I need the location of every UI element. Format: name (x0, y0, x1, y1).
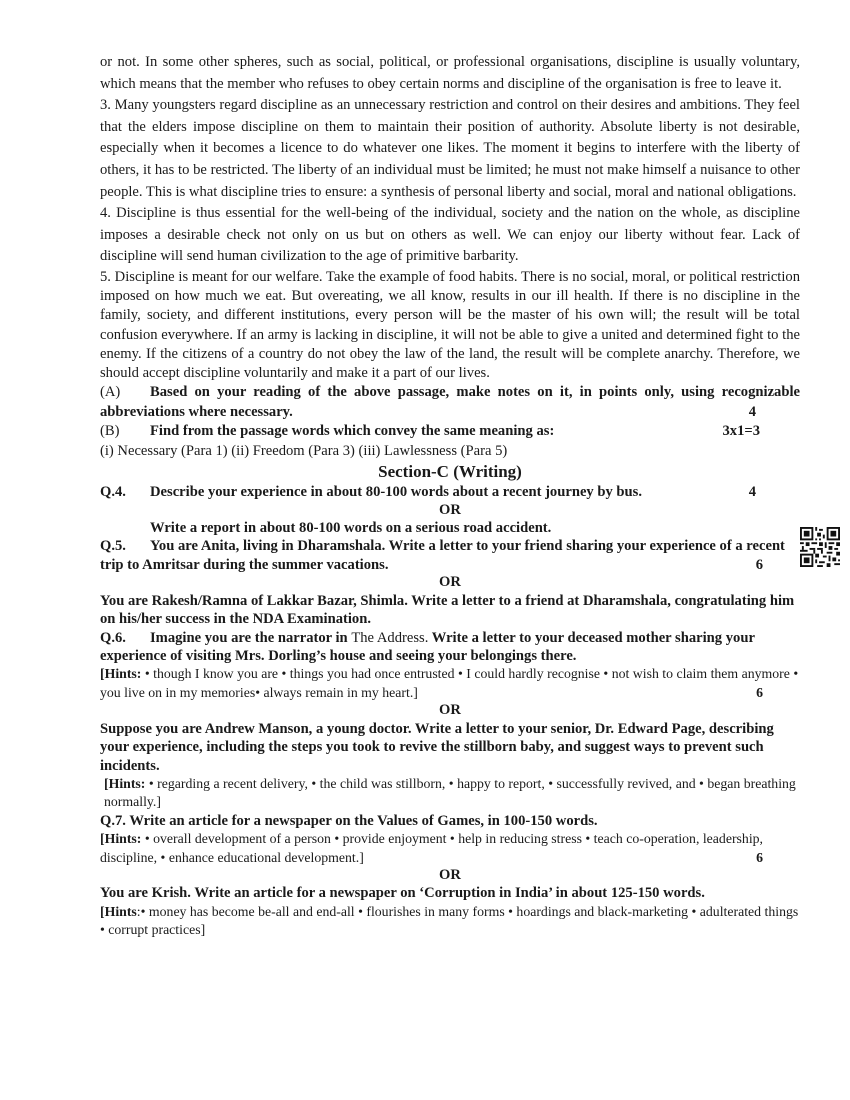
question-b (100, 422, 800, 442)
or-divider-q5: OR (439, 574, 461, 591)
exam-page (100, 52, 800, 940)
or-divider-q6: OR (439, 702, 461, 719)
q6-alt-hints-label: [Hints: (104, 775, 146, 791)
q7-marks: 6 (756, 849, 763, 865)
q6-marks: 6 (756, 684, 763, 700)
q6-alt-hints (100, 775, 800, 812)
q7-hints (100, 830, 800, 867)
question-a-text: Based on your reading of the above passage, make notes on it, in points only, using recognizable abbreviations where necessary. (100, 384, 800, 420)
q4-alternative: Write a report in about 80-100 words on a serious road accident. (150, 520, 552, 537)
q6-hints-label: [Hints: (100, 666, 142, 682)
passage-para-3: 3. Many youngsters regard discipline as an unnecessary restriction and control on their desires and ambitions. They feel that the elders impose discipline on them to maintain their position of authority. Absolute liberty is not desirable, especially when it becomes a licence to do whatever one likes. The moment it begins to interfere with the liberty of others, it has to be restricted. The liberty of an individual must be limited; he must not make himself a nuisance to other people. This is what discipline tries to ensure: a synthesis of personal liberty and social, moral and national obligations. (100, 97, 800, 200)
q4-number: Q.4. (100, 484, 126, 501)
q6-alt-hints-text: • regarding a recent delivery, • the child was stillborn, • happy to report, • successfully revived, and • began breathing normally.] (104, 775, 796, 810)
q6-story-title: The Address. (351, 629, 429, 646)
q6-text-a: Imagine you are the narrator in (150, 629, 348, 646)
q4-marks: 4 (748, 484, 756, 501)
question-b-label: (B) (100, 423, 120, 440)
q7-alt-hints (100, 903, 800, 940)
or-divider-q4: OR (439, 501, 461, 518)
q6-text-b: Write a letter to your deceased mother sharing your experience of visiting Mrs. Dorling’s house and seeing your belongings there. (100, 629, 755, 664)
q6-hints (100, 665, 800, 702)
question-b-words: (i) Necessary (Para 1) (ii) Freedom (Para 3) (iii) Lawlessness (Para 5) (100, 442, 508, 459)
question-a-marks: 4 (748, 403, 756, 420)
q6-hints-text: • though I know you are • things you had once entrusted • I could hardly recognise • not wish to claim them anymore • you live on in my memories• always remain in my heart.] (100, 666, 799, 700)
q7-alt-hints-text: :• money has become be-all and end-all • flourishes in many forms • hoardings and black-marketing • adulterated things • corrupt practices] (100, 903, 799, 938)
q7-text: Write an article for a newspaper on the Values of Games, in 100-150 words. (129, 812, 598, 829)
q7-hints-text: • overall development of a person • provide enjoyment • help in reducing stress • teach co-operation, leadership, discipline, • enhance educational development.] (100, 831, 763, 865)
passage-para-4: 4. Discipline is thus essential for the well-being of the individual, society and the nation on the whole, as discipline imposes a desirable check not only on us but on others as well. We can enjoy our liberty without fear. Lack of discipline will send human civilization to the age of primitive barbarity. (100, 205, 800, 265)
q7-hints-label: [Hints: (100, 831, 142, 847)
q6 (100, 629, 800, 666)
q4 (100, 483, 800, 501)
passage-para-continued: or not. In some other spheres, such as social, political, or professional organisations, discipline is usually voluntary, which means that the member who refuses to obey certain norms and discipline of the organisation is free to leave it. (100, 54, 800, 92)
passage-para-5: 5. Discipline is meant for our welfare. Take the example of food habits. There is no social, moral, or political restriction imposed on how much we eat. But overeating, we all know, results in our ill health. If there is no discipline in the family, society, and different institutions, every person will be the master of his own will; the result will be total confusion everywhere. If an army is lacking in discipline, it will not be able to give a united and determined fight to the enemy. If the citizens of a country do not obey the law of the land, the result will be complete anarchy. Therefore, we should accept discipline voluntarily and make it a part of our lives. (100, 268, 800, 381)
q6-number: Q.6. (100, 629, 126, 646)
q7-number: Q.7. (100, 812, 126, 829)
q4-text: Describe your experience in about 80-100 words about a recent journey by bus. (150, 484, 642, 501)
question-a-label: (A) (100, 384, 121, 401)
q5-number: Q.5. (100, 538, 126, 555)
q5-alternative: You are Rakesh/Ramna of Lakkar Bazar, Shimla. Write a letter to a friend at Dharamshala, congratulating him on his/her success in the NDA Examination. (100, 592, 795, 628)
q5 (100, 537, 800, 574)
qr-code-icon (800, 527, 840, 567)
section-c-title: Section-C (Writing) (378, 462, 522, 482)
or-divider-q7: OR (439, 866, 461, 883)
question-b-marks: 3x1=3 (722, 423, 760, 440)
q7 (100, 812, 800, 830)
q7-alternative: You are Krish. Write an article for a newspaper on ‘Corruption in India’ in about 125-150 words. (100, 885, 705, 902)
question-a (100, 383, 800, 422)
q7-alt-hints-label: [Hints (100, 903, 137, 919)
question-b-text: Find from the passage words which convey the same meaning as: (150, 423, 555, 440)
q5-marks: 6 (755, 556, 763, 573)
q5-text: You are Anita, living in Dharamshala. Write a letter to your friend sharing your experience of a recent trip to Amritsar during the summer vacations. (100, 538, 785, 573)
q6-alternative: Suppose you are Andrew Manson, a young doctor. Write a letter to your senior, Dr. Edward Page, describing your experience, including the steps you took to revive the stillborn baby, and suggest ways to prevent such incidents. (100, 720, 774, 774)
